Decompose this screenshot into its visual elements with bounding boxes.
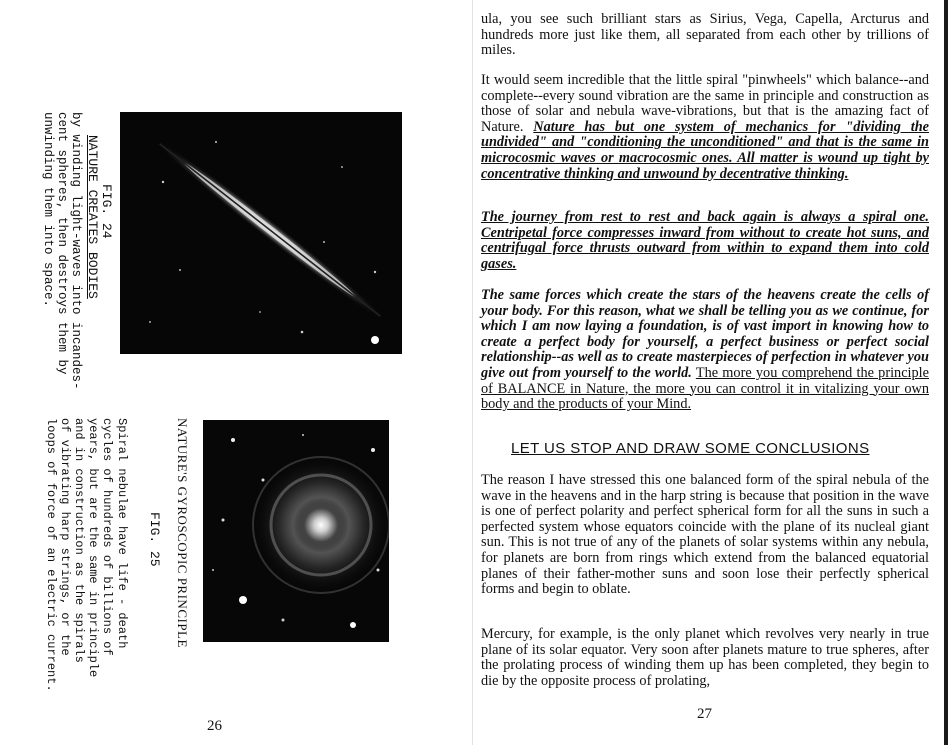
page-number-right: 27: [697, 706, 712, 722]
fig25-caption-line: Spiral nebulae have life - death: [115, 418, 129, 649]
fig25-spiral-nebula-photo: [203, 420, 389, 642]
fig25-caption-line: years, but are the same in principle: [86, 418, 100, 678]
paragraph-continued: ula, you see such brilliant stars as Sirius, Vega, Capella, Arcturus and hundreds more just like them, all separated from each other by trillions of miles.: [481, 11, 929, 59]
fig25-caption-line: and in construction as the spirals: [72, 418, 86, 663]
paragraph-underlined-text: The more you comprehend the principle of BALANCE in Nature, the more you can control it in vitalizing your own body and the products of your Mind.: [481, 364, 929, 413]
paragraph-emphasis-text: The journey from rest to rest and back again is always a spiral one. Centripetal force compresses inward from without to create hot suns, and centrifugal force thrusts outward from within to expand them into cold gases.: [481, 209, 929, 272]
fig24-caption-line: by winding light-waves into incandes-: [69, 112, 83, 390]
paragraph-mercury: Mercury, for example, is the only planet which revolves very nearly in true plane of its solar equator. Very soon after planets mature to true spheres, after the prolating process of winding them up has been completed, they begin to die by the opposite process of prolating,: [481, 626, 929, 689]
fig25-caption-line: of vibrating harp strings, or the: [58, 418, 72, 656]
page-edge-shadow: [944, 0, 948, 745]
page-number-left: 26: [207, 718, 222, 734]
fig25-caption-line: loops of force of an electric current.: [44, 418, 58, 692]
paragraph-balanced-form: The reason I have stressed this one balanced form of the spiral nebula of the wave in the heavens and in the harp string is because that position in the wave is one of perfect polarity and perfect spherical form for all the suns in such a perfected system whose equators coincide with the plane of its nucleal giant sun. This is not true of any of the planets of solar systems within any nebula, for planets are born from rings which extend from the balanced equatorial planes of their father-mother suns and soon lose their perfectly spherical forms and begin to oblate.: [481, 472, 929, 598]
paragraph-plain-text: It would seem incredible that the little spiral "pinwheels" which balance--and complete--every sound vibration are the same in principle and construction as those of solar and nebula wave-vibrations, but that is the amazing fact of Nature.: [481, 72, 929, 135]
fig24-number: FIG. 24: [99, 184, 114, 239]
fig24-edge-on-galaxy-photo: [120, 112, 402, 354]
paragraph-same-forces: [481, 288, 929, 413]
page-gutter: [472, 0, 473, 745]
paragraph-journey: [481, 210, 929, 272]
fig24-caption-line: unwinding them into space.: [41, 112, 55, 308]
paragraph-emphasis-text: The same forces which create the stars of the heavens create the cells of your body. For this reason, what we shall be telling you as we continue, for which I am now laying a foundation, is of vast import in knowing how to create a perfect body for yourself, a perfect business or perfect social relationship--as well as to create masterpieces of perfection in whatever you give out from yourself to the world.: [481, 287, 929, 381]
paragraph-emphasis-text: Nature has but one system of mechanics for "dividing the undivided" and "conditioning the unconditioned" and that is the same in microcosmic waves or macrocosmic ones. All matter is wound up tight by concentrative thinking and unwound by decentrative thinking.: [481, 118, 929, 182]
paragraph-pinwheels: [481, 73, 929, 182]
fig25-caption-line: cycles of hundreds of billions of: [100, 418, 114, 656]
fig25-title: NATURE'S GYROSCOPIC PRINCIPLE: [175, 418, 190, 648]
fig25-number: FIG. 25: [147, 512, 162, 567]
section-heading: LET US STOP AND DRAW SOME CONCLUSIONS: [511, 440, 870, 457]
fig24-caption-line: cent spheres, then destroys them by: [55, 112, 69, 375]
fig24-title: NATURE CREATES BODIES: [85, 135, 100, 299]
